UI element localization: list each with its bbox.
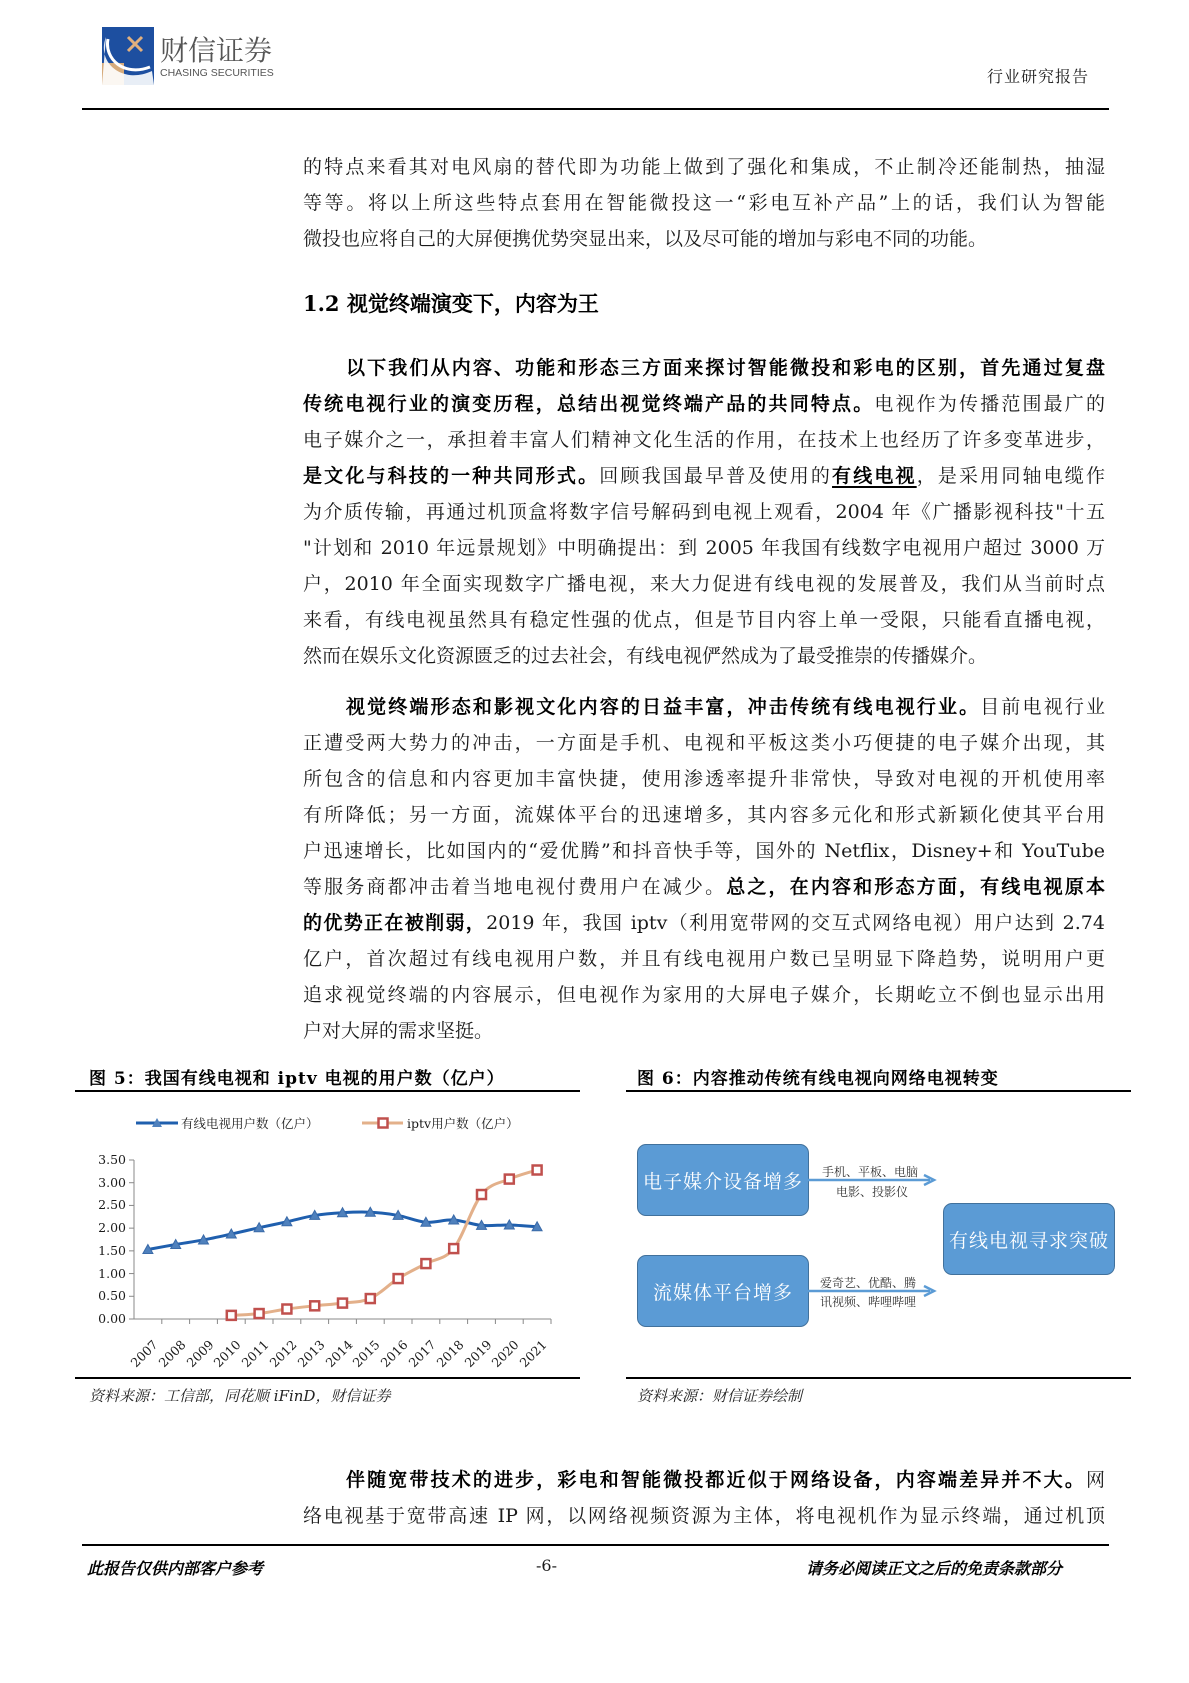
iptv-data-point	[394, 1274, 403, 1283]
x-tick-label: 2009	[183, 1337, 217, 1371]
bold-text: 的优势正在被削弱，	[303, 912, 487, 934]
bold-text: 伴随宽带技术的进步，彩电和智能微投都近似于网络设备，内容端差异并不大。	[346, 1469, 1086, 1491]
x-tick-label: 2014	[322, 1337, 356, 1371]
cable-tv-data-point	[226, 1229, 236, 1238]
x-tick-label: 2007	[127, 1337, 161, 1371]
text-run: 为介质传输，再通过机顶盒将数字信号解码到电视上观看，2004 年《广播影视科技"十五	[303, 501, 1105, 523]
text-line	[303, 875, 1105, 899]
section-heading: 1.2 视觉终端演变下，内容为王	[303, 291, 599, 316]
text-run: 追求视觉终端的内容展示，但电视作为家用的大屏电子媒介，长期屹立不倒也显示出用	[303, 984, 1105, 1006]
cable-tv-data-point	[254, 1223, 264, 1232]
y-tick-label: 0.50	[98, 1288, 126, 1304]
cable-tv-data-point	[143, 1244, 153, 1253]
text-run: 户对大屏的需求坚挺。	[303, 1020, 494, 1042]
logo-text-en: CHASING SECURITIES	[160, 67, 274, 79]
y-tick-label: 1.50	[98, 1242, 126, 1258]
header-divider	[82, 108, 1109, 110]
text-line	[303, 536, 1105, 560]
arrow2-label-top: 爱奇艺、优酷、腾	[820, 1276, 917, 1290]
cable-tv-data-point	[449, 1215, 459, 1224]
y-tick-label: 2.50	[98, 1197, 126, 1213]
bold-text: 是文化与科技的一种共同形式。	[303, 465, 600, 487]
cable-tv-data-point	[477, 1220, 487, 1229]
x-tick-label: 2012	[266, 1337, 300, 1371]
text-line	[303, 1504, 1105, 1528]
arrow1-label-bottom: 电影、投影仪	[836, 1185, 909, 1199]
cable-tv-data-point	[421, 1217, 431, 1226]
cable-tv-series-line	[148, 1212, 537, 1249]
figure6-source: 资料来源：财信证券绘制	[637, 1387, 803, 1405]
cable-tv-data-point	[199, 1235, 209, 1244]
bold-text: 视觉终端形态和影视文化内容的日益丰富，冲击传统有线电视行业。	[346, 696, 981, 718]
y-tick-label: 2.00	[98, 1220, 126, 1236]
iptv-data-point	[421, 1259, 430, 1268]
cable-tv-data-point	[310, 1210, 320, 1219]
text-run: 目前电视行业	[980, 696, 1105, 718]
iptv-data-point	[366, 1294, 375, 1303]
legend-item-cable	[181, 1114, 319, 1132]
iptv-data-point	[477, 1190, 486, 1199]
text-run: 等等。将以上所这些特点套用在智能微投这一“彩电互补产品”上的话，我们认为智能	[303, 192, 1105, 214]
cable-tv-data-point	[171, 1239, 181, 1248]
text-run: 亿户，首次超过有线电视用户数，并且有线电视用户数已呈明显下降趋势，说明用户更	[303, 948, 1105, 970]
footer-disclaimer-left: 此报告仅供内部客户参考	[87, 1559, 264, 1578]
diagram-box-devices: 电子媒介设备增多	[637, 1144, 809, 1216]
text-run: 网	[1085, 1469, 1105, 1491]
text-line	[303, 608, 1105, 632]
text-run: 正遭受两大势力的冲击，一方面是手机、电视和平板这类小巧便捷的电子媒介出现，其	[303, 732, 1105, 754]
iptv-data-point	[227, 1311, 236, 1320]
logo-text-cn: 财信证券	[160, 34, 273, 67]
text-line	[303, 983, 1105, 1007]
text-line	[303, 731, 1105, 755]
text-run: 的特点来看其对电风扇的替代即为功能上做到了强化和集成，不止制冷还能制热，抽湿	[303, 156, 1105, 178]
text-line	[303, 191, 1105, 215]
text-line	[303, 428, 1105, 452]
text-line	[303, 644, 1105, 668]
cable-tv-data-point	[393, 1210, 403, 1219]
iptv-series-line	[231, 1170, 537, 1315]
text-run: 户迅速增长，比如国内的“爱优腾”和抖音快手等，国外的 Netflix，Disney+和 YouTube	[303, 840, 1105, 862]
iptv-data-point	[255, 1309, 264, 1318]
y-tick-label: 1.00	[98, 1265, 126, 1281]
text-run: 微投也应将自己的大屏便携优势突显出来，以及尽可能的增加与彩电不同的功能。	[303, 228, 988, 250]
arrow2-label-bottom: 讯视频、哔哩哔哩	[820, 1295, 917, 1309]
legend-item-iptv	[407, 1114, 519, 1132]
report-type-label: 行业研究报告	[987, 67, 1090, 86]
x-tick-label: 2016	[377, 1337, 411, 1371]
footer-divider	[82, 1544, 1109, 1546]
figure6-top-rule	[626, 1090, 1131, 1092]
cable-tv-data-point	[365, 1207, 375, 1216]
arrowhead-icon	[924, 1286, 934, 1296]
x-tick-label: 2020	[488, 1337, 522, 1371]
figure5-top-rule	[75, 1090, 580, 1092]
text-run: 络电视基于宽带高速 IP 网，以网络视频资源为主体，将电视机作为显示终端，通过机顶	[303, 1505, 1105, 1527]
iptv-data-point	[338, 1299, 347, 1308]
text-run: 然而在娱乐文化资源匮乏的过去社会，有线电视俨然成为了最受推崇的传播媒介。	[303, 645, 988, 667]
x-tick-label: 2018	[433, 1337, 467, 1371]
bold-text: 总之，在内容和形态方面，有线电视原本	[726, 876, 1105, 898]
text-run: 回顾我国最早普及使用的	[599, 465, 833, 487]
diagram-box-result: 有线电视寻求突破	[943, 1203, 1115, 1275]
text-run: 来看，有线电视虽然具有稳定性强的优点，但是节目内容上单一受限，只能看直播电视，	[303, 609, 1105, 631]
iptv-data-point	[282, 1305, 291, 1314]
iptv-data-point	[449, 1244, 458, 1253]
diagram-box-streaming: 流媒体平台增多	[637, 1255, 809, 1327]
text-run: 户，2010 年全面实现数字广播电视，来大力促进有线电视的发展普及，我们从当前时点	[303, 573, 1105, 595]
arrow1-label-top: 手机、平板、电脑	[822, 1165, 919, 1179]
text-line	[303, 500, 1105, 524]
cable-tv-data-point	[282, 1217, 292, 1226]
iptv-data-point	[533, 1165, 542, 1174]
text-line	[303, 572, 1105, 596]
text-run: ，是采用同轴电缆作	[916, 465, 1105, 487]
iptv-data-point	[310, 1301, 319, 1310]
text-line	[303, 392, 1105, 416]
bold-text: 传统电视行业的演变历程，总结出视觉终端产品的共同特点。	[303, 393, 875, 415]
arrowhead-icon	[924, 1175, 934, 1185]
text-run: 电子媒介之一，承担着丰富人们精神文化生活的作用，在技术上也经历了许多变革进步，	[303, 429, 1105, 451]
figure5-source: 资料来源：工信部，同花顺 iFinD，财信证券	[89, 1387, 391, 1405]
text-line	[303, 803, 1105, 827]
x-tick-label: 2008	[155, 1337, 189, 1371]
text-line	[303, 911, 1105, 935]
text-run: 有所降低；另一方面，流媒体平台的迅速增多，其内容多元化和形式新颖化使其平台用	[303, 804, 1105, 826]
text-run: 2019 年，我国 iptv（利用宽带网的交互式网络电视）用户达到 2.74	[486, 912, 1105, 934]
text-run: 所包含的信息和内容更加丰富快捷，使用渗透率提升非常快，导致对电视的开机使用率	[303, 768, 1105, 790]
legend-label-cable: 有线电视用户数（亿户）	[181, 1116, 319, 1131]
y-tick-label: 0.00	[98, 1311, 126, 1326]
text-line	[346, 695, 1105, 719]
figure6-title: 图 6：内容推动传统有线电视向网络电视转变	[637, 1069, 999, 1089]
x-tick-label: 2015	[349, 1337, 383, 1371]
cable-tv-data-point	[504, 1220, 514, 1229]
text-line	[303, 227, 1105, 251]
y-tick-label: 3.00	[98, 1174, 126, 1190]
figure6-bottom-rule	[626, 1377, 1131, 1379]
text-line	[303, 767, 1105, 791]
legend-marker-cable	[152, 1118, 162, 1127]
x-tick-label: 2019	[461, 1337, 495, 1371]
bold-text: 以下我们从内容、功能和形态三方面来探讨智能微投和彩电的区别，首先通过复盘	[346, 357, 1105, 379]
x-tick-label: 2013	[294, 1337, 328, 1371]
page-number: -6-	[536, 1556, 557, 1575]
legend-label-iptv: iptv用户数（亿户）	[407, 1116, 519, 1131]
cable-tv-data-point	[338, 1208, 348, 1217]
legend-marker-iptv	[379, 1119, 388, 1128]
y-tick-label: 3.50	[98, 1152, 126, 1167]
iptv-data-point	[505, 1175, 514, 1184]
x-tick-label: 2021	[516, 1337, 550, 1371]
company-logo	[102, 27, 302, 87]
x-tick-label: 2010	[210, 1337, 244, 1371]
figure5-bottom-rule	[75, 1377, 580, 1379]
x-tick-label: 2017	[405, 1337, 439, 1371]
underlined-term: 有线电视	[832, 465, 917, 487]
text-run: "计划和 2010 年远景规划》中明确提出：到 2005 年我国有线数字电视用户超过 3000 万	[303, 537, 1105, 559]
text-line	[346, 1468, 1105, 1492]
footer-disclaimer-right: 请务必阅读正文之后的免责条款部分	[806, 1559, 1063, 1578]
text-line	[303, 464, 1105, 488]
logo-mark-icon	[102, 27, 154, 85]
text-line	[346, 356, 1105, 380]
x-tick-label: 2011	[238, 1337, 272, 1371]
text-line	[303, 155, 1105, 179]
text-line	[303, 1019, 1105, 1043]
text-line	[303, 839, 1105, 863]
figure5-title: 图 5：我国有线电视和 iptv 电视的用户数（亿户）	[89, 1069, 505, 1089]
cable-tv-data-point	[532, 1222, 542, 1231]
text-run: 电视作为传播范围最广的	[874, 393, 1105, 415]
text-run: 等服务商都冲击着当地电视付费用户在减少。	[303, 876, 727, 898]
text-line	[303, 947, 1105, 971]
